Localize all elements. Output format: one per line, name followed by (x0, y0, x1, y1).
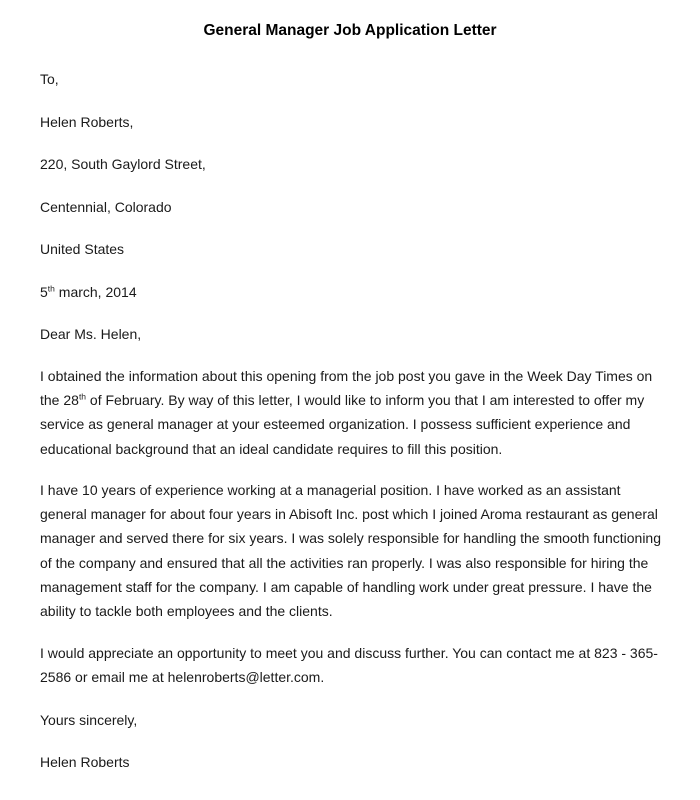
date-rest: march, 2014 (54, 284, 137, 300)
signature: Helen Roberts (40, 754, 130, 770)
recipient-country: United States (40, 241, 125, 257)
date-suffix: th (47, 283, 55, 294)
body-paragraph-1 (40, 364, 665, 461)
letter-title: General Manager Job Application Letter (203, 22, 497, 39)
letter-date (40, 283, 137, 301)
paragraph-1-start: I obtained the information about this opening from the job post you gave in the Week Day Times on the 28 (40, 368, 653, 409)
body-paragraph-3: I would appreciate an opportunity to meet you and discuss further. You can contact me at 823 - 365-2586 or email me at helenroberts@letter.com. (40, 645, 658, 686)
paragraph-1-rest: of February. By way of this letter, I would like to inform you that I am interested to offer my service as general manager at your esteemed organization. I possess sufficient experience and educational background that an ideal candidate requires to fill this position. (40, 392, 645, 457)
date-day: 5 (40, 284, 48, 300)
salutation: Dear Ms. Helen, (40, 326, 142, 342)
recipient-street: 220, South Gaylord Street, (40, 156, 206, 172)
recipient-city: Centennial, Colorado (40, 199, 172, 215)
body-paragraph-2: I have 10 years of experience working at a managerial position. I have worked as an assistant general manager for about four years in Abisoft Inc. post which I joined Aroma restaurant as general manager and served there for six years. I was solely responsible for handling the smooth functioning of the company and ensured that all the activities ran properly. I was also responsible for hiring the management staff for the company. I am capable of handling work under great pressure. I have the ability to tackle both employees and the clients. (40, 482, 662, 620)
recipient-name: Helen Roberts, (40, 114, 134, 130)
paragraph-1-suffix: th (78, 391, 87, 402)
recipient-to: To, (40, 71, 59, 87)
closing: Yours sincerely, (40, 712, 138, 728)
